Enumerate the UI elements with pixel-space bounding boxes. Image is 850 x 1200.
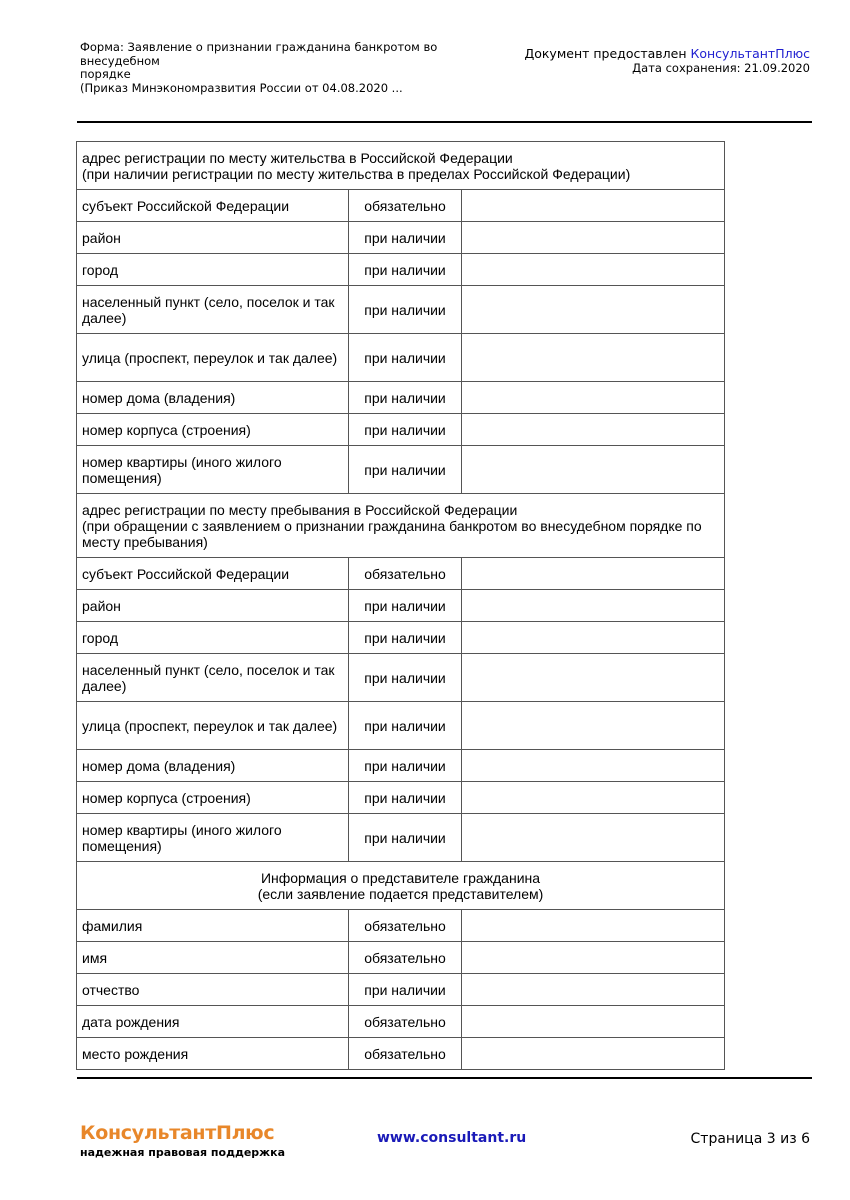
form-title-line3: (Приказ Минэкономразвития России от 04.08.2020 ... <box>80 80 403 95</box>
form-title <box>80 41 500 95</box>
requirement: при наличии <box>349 782 462 814</box>
field-label: место рождения <box>77 1038 349 1070</box>
field-label: номер квартиры (иного жилого помещения) <box>77 446 349 494</box>
requirement: обязательно <box>349 558 462 590</box>
field-label: субъект Российской Федерации <box>77 190 349 222</box>
section-title: Информация о представителе гражданина <box>260 869 541 886</box>
requirement: при наличии <box>349 974 462 1006</box>
value-cell[interactable] <box>462 414 725 446</box>
footer-website-link[interactable]: www.consultant.ru <box>377 1130 527 1146</box>
value-cell[interactable] <box>462 1038 725 1070</box>
requirement: при наличии <box>349 590 462 622</box>
document-source <box>524 46 810 76</box>
requirement: обязательно <box>349 942 462 974</box>
field-label: субъект Российской Федерации <box>77 558 349 590</box>
field-label: улица (проспект, переулок и так далее) <box>77 334 349 382</box>
requirement: при наличии <box>349 654 462 702</box>
page-number: Страница 3 из 6 <box>690 1131 810 1147</box>
field-label: имя <box>77 942 349 974</box>
table-row <box>77 558 725 590</box>
table-row <box>77 1006 725 1038</box>
field-label: фамилия <box>77 910 349 942</box>
footer-tagline: надежная правовая поддержка <box>80 1146 286 1159</box>
section-subtitle: (если заявление подается представителем) <box>257 885 544 902</box>
field-label: номер дома (владения) <box>77 382 349 414</box>
field-label: отчество <box>77 974 349 1006</box>
table-row <box>77 910 725 942</box>
value-cell[interactable] <box>462 1006 725 1038</box>
requirement: при наличии <box>349 334 462 382</box>
field-label: номер квартиры (иного жилого помещения) <box>77 814 349 862</box>
value-cell[interactable] <box>462 974 725 1006</box>
table-row <box>77 782 725 814</box>
requirement: при наличии <box>349 222 462 254</box>
section-title: адрес регистрации по месту жительства в Российской Федерации <box>82 149 513 166</box>
section-subtitle: (при обращении с заявлением о признании гражданина банкротом во внесудебном порядке по месту пребывания) <box>82 517 702 550</box>
field-label: город <box>77 254 349 286</box>
table-row <box>77 286 725 334</box>
requirement: при наличии <box>349 446 462 494</box>
requirement: обязательно <box>349 910 462 942</box>
value-cell[interactable] <box>462 382 725 414</box>
requirement: при наличии <box>349 382 462 414</box>
section-header-residence <box>77 142 725 190</box>
value-cell[interactable] <box>462 782 725 814</box>
value-cell[interactable] <box>462 286 725 334</box>
field-label: район <box>77 590 349 622</box>
field-label: населенный пункт (село, поселок и так далее) <box>77 654 349 702</box>
section-header-stay <box>77 494 725 558</box>
requirement: при наличии <box>349 814 462 862</box>
table-row <box>77 446 725 494</box>
table-row <box>77 942 725 974</box>
value-cell[interactable] <box>462 590 725 622</box>
requirement: при наличии <box>349 414 462 446</box>
value-cell[interactable] <box>462 942 725 974</box>
save-date: Дата сохранения: 21.09.2020 <box>632 61 810 75</box>
value-cell[interactable] <box>462 558 725 590</box>
table-row <box>77 222 725 254</box>
value-cell[interactable] <box>462 814 725 862</box>
value-cell[interactable] <box>462 446 725 494</box>
table-row <box>77 414 725 446</box>
form-title-line1: Форма: Заявление о признании гражданина банкротом во внесудебном <box>80 40 438 68</box>
section-header-representative <box>77 862 725 910</box>
value-cell[interactable] <box>462 222 725 254</box>
footer-divider <box>77 1077 812 1079</box>
table-row <box>77 190 725 222</box>
value-cell[interactable] <box>462 190 725 222</box>
table-row <box>77 654 725 702</box>
field-label: район <box>77 222 349 254</box>
table-row <box>77 334 725 382</box>
field-label: дата рождения <box>77 1006 349 1038</box>
requirement: обязательно <box>349 190 462 222</box>
table-row <box>77 974 725 1006</box>
requirement: при наличии <box>349 286 462 334</box>
section-title: адрес регистрации по месту пребывания в Российской Федерации <box>82 501 518 518</box>
table-row <box>77 622 725 654</box>
value-cell[interactable] <box>462 702 725 750</box>
field-label: номер дома (владения) <box>77 750 349 782</box>
value-cell[interactable] <box>462 654 725 702</box>
requirement: при наличии <box>349 254 462 286</box>
section-subtitle: (при наличии регистрации по месту жительства в пределах Российской Федерации) <box>82 165 631 182</box>
field-label: улица (проспект, переулок и так далее) <box>77 702 349 750</box>
field-label: номер корпуса (строения) <box>77 782 349 814</box>
table-row <box>77 750 725 782</box>
requirement: при наличии <box>349 702 462 750</box>
field-label: номер корпуса (строения) <box>77 414 349 446</box>
header-divider <box>77 121 812 123</box>
field-label: город <box>77 622 349 654</box>
table-row <box>77 254 725 286</box>
value-cell[interactable] <box>462 750 725 782</box>
value-cell[interactable] <box>462 910 725 942</box>
application-form-table <box>76 141 725 1070</box>
footer-brand-logo: КонсультантПлюс <box>80 1122 275 1144</box>
table-row <box>77 590 725 622</box>
provided-prefix: Документ предоставлен <box>524 46 691 61</box>
form-title-line2: порядке <box>80 67 131 81</box>
requirement: при наличии <box>349 622 462 654</box>
field-label: населенный пункт (село, поселок и так далее) <box>77 286 349 334</box>
requirement: обязательно <box>349 1006 462 1038</box>
value-cell[interactable] <box>462 334 725 382</box>
table-row <box>77 814 725 862</box>
requirement: обязательно <box>349 1038 462 1070</box>
requirement: при наличии <box>349 750 462 782</box>
table-row <box>77 702 725 750</box>
table-row <box>77 382 725 414</box>
value-cell[interactable] <box>462 254 725 286</box>
table-row <box>77 1038 725 1070</box>
value-cell[interactable] <box>462 622 725 654</box>
provided-brand-link[interactable]: КонсультантПлюс <box>690 46 810 61</box>
